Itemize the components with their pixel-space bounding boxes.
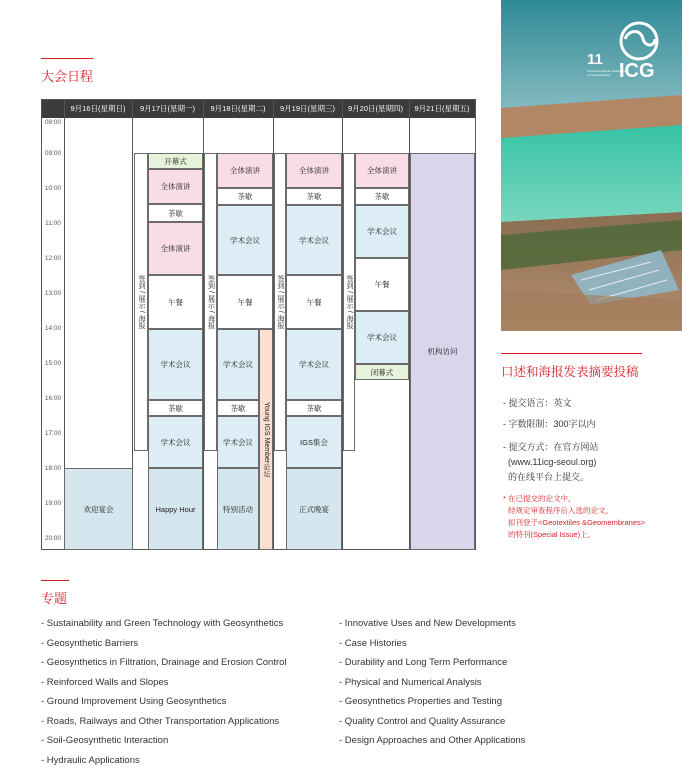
- day-header: 9月21日(星期五): [409, 100, 475, 118]
- logo-number: 11: [587, 51, 603, 68]
- topic-item: - Quality Control and Quality Assurance: [339, 716, 506, 727]
- event-tea: 茶歇: [355, 188, 409, 205]
- event-signin-label: 签到 / 展示 / 海报: [277, 275, 284, 329]
- time-label: 20:00: [44, 535, 62, 542]
- day-header: 9月20日(星期四): [342, 100, 409, 118]
- event-young-igs-label: Young IGS Member论坛: [263, 401, 270, 478]
- event-tea: 茶歇: [286, 188, 342, 205]
- topic-item: - Roads, Railways and Other Transportation Applications: [41, 716, 280, 727]
- event-session: 学术会议: [148, 416, 203, 468]
- topic-item: - Innovative Uses and New Developments: [339, 618, 516, 629]
- time-label: 17:00: [44, 430, 62, 437]
- time-label: 13:00: [44, 290, 62, 297]
- event-igs-meeting: IGS集会: [286, 416, 342, 468]
- event-session: 学术会议: [217, 416, 259, 468]
- event-session: 学术会议: [148, 329, 203, 400]
- event-signin: [134, 153, 148, 451]
- abstract-rule: [501, 353, 642, 354]
- topic-item: - Ground Improvement Using Geosynthetics: [41, 696, 227, 707]
- section-rule: [41, 58, 93, 59]
- time-label: 15:00: [44, 360, 62, 367]
- icg-logo: [587, 21, 677, 81]
- time-label: 16:00: [44, 395, 62, 402]
- event-happy-hour: Happy Hour: [148, 468, 203, 550]
- abstract-note: 的特刊(Special Issue)上。: [508, 530, 596, 539]
- event-signin: [274, 153, 286, 451]
- time-label: 18:00: [44, 465, 62, 472]
- schedule-table: [41, 99, 476, 550]
- topic-item: - Geosynthetic Barriers: [41, 638, 139, 649]
- time-label: 10:00: [44, 185, 62, 192]
- event-closing: 闭幕式: [355, 364, 409, 380]
- abstract-note: 经规定审查程序后入选的论文，: [508, 506, 613, 515]
- event-plenary: 全体演讲: [217, 153, 273, 188]
- hero-photo: [501, 0, 682, 331]
- topics-title: 专题: [41, 591, 68, 606]
- abstract-method: - 提交方式：在官方网站: [503, 442, 599, 452]
- event-special: 特别活动: [217, 468, 259, 550]
- time-label: 09:00: [44, 150, 62, 157]
- topic-item: - Geosynthetics Properties and Testing: [339, 696, 502, 707]
- event-lunch: 午餐: [148, 275, 203, 329]
- abstract-language: - 提交语言：英文: [503, 398, 572, 408]
- topic-item: - Case Histories: [339, 638, 407, 649]
- abstract-platform: 的在线平台上提交。: [508, 472, 590, 482]
- event-session: 学术会议: [286, 329, 342, 400]
- event-session: 学术会议: [355, 205, 409, 258]
- time-label: 12:00: [44, 255, 62, 262]
- topics-rule: [41, 580, 69, 581]
- event-session: 学术会议: [355, 311, 409, 364]
- event-plenary: 全体演讲: [355, 153, 409, 188]
- event-session: 学术会议: [217, 205, 273, 275]
- event-visit: 机构访问: [410, 153, 475, 550]
- topic-item: - Geosynthetics in Filtration, Drainage and Erosion Control: [41, 657, 287, 668]
- topic-item: - Physical and Numerical Analysis: [339, 677, 482, 688]
- event-plenary: 全体演讲: [148, 169, 203, 204]
- event-lunch: 午餐: [217, 275, 273, 329]
- event-signin-label: 签到 / 展示 / 海报: [138, 275, 145, 329]
- event-signin: [204, 153, 217, 451]
- abstract-note: * 在已提交的论文中，: [503, 494, 576, 503]
- event-plenary: 全体演讲: [148, 222, 203, 275]
- topic-item: - Sustainability and Green Technology with Geosynthetics: [41, 618, 284, 629]
- time-label: 19:00: [44, 500, 62, 507]
- topic-item: - Durability and Long Term Performance: [339, 657, 508, 668]
- logo-sub2: on Geosynthetics: [587, 73, 611, 77]
- event-lunch: 午餐: [355, 258, 409, 311]
- event-tea: 茶歇: [286, 400, 342, 416]
- logo-text: ICG: [619, 60, 655, 82]
- event-session: 学术会议: [286, 205, 342, 275]
- time-label: 08:00: [44, 119, 62, 126]
- event-session: 学术会议: [217, 329, 259, 400]
- abstract-website: (www.11icg-seoul.org): [508, 457, 597, 467]
- event-tea: 茶歇: [217, 400, 259, 416]
- event-lunch: 午餐: [286, 275, 342, 329]
- day-header: 9月19日(星期三): [273, 100, 342, 118]
- event-tea: 茶歇: [217, 188, 273, 205]
- event-signin: [343, 153, 355, 451]
- event-signin-label: 签到 / 展示 / 海报: [207, 275, 215, 329]
- day-header: 9月17日(星期一): [132, 100, 203, 118]
- abstract-note: 拟刊登于<Geotextiles &Geomembranes>: [508, 518, 646, 527]
- abstract-title: 口述和海报发表摘要投稿: [501, 365, 639, 379]
- time-label: 14:00: [44, 325, 62, 332]
- logo-sub1: 11th International Conference: [587, 69, 627, 73]
- time-label: 11:00: [45, 220, 61, 227]
- event-tea: 茶歇: [148, 400, 203, 416]
- event-plenary: 全体演讲: [286, 153, 342, 188]
- topic-item: - Reinforced Walls and Slopes: [41, 677, 169, 688]
- topic-item: - Design Approaches and Other Applications: [339, 735, 526, 746]
- event-opening: 开幕式: [148, 153, 203, 169]
- abstract-word-limit: - 字数限制：300字以内: [503, 419, 596, 429]
- event-gala: 正式晚宴: [286, 468, 342, 550]
- day-header: 9月18日(星期二): [203, 100, 273, 118]
- event-young-igs: [259, 329, 273, 550]
- topic-item: - Soil-Geosynthetic Interaction: [41, 735, 169, 746]
- day-header: 9月16日(星期日): [64, 100, 132, 118]
- logo-emblem-icon: [619, 21, 659, 61]
- event-signin-label: 签到 / 展示 / 海报: [346, 275, 353, 329]
- topic-item: - Hydraulic Applications: [41, 755, 140, 766]
- event-tea: 茶歇: [148, 204, 203, 222]
- event-welcome: 欢迎宴会: [64, 468, 133, 550]
- schedule-title: 大会日程: [41, 69, 94, 84]
